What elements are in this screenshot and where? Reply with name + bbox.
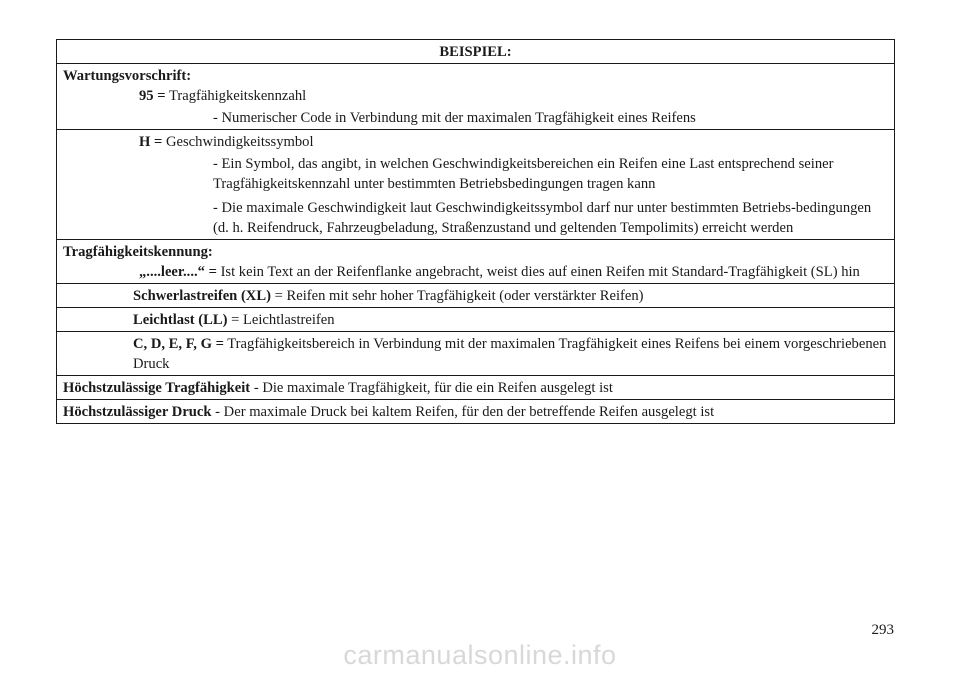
leer-line — [63, 262, 888, 282]
xl-key: Schwerlastreifen (XL) — [133, 288, 271, 304]
page-number: 293 — [871, 622, 894, 638]
load-index-key: 95 = — [139, 88, 166, 104]
cdefg-key: C, D, E, F, G = — [133, 336, 224, 352]
speed-symbol-line — [63, 132, 888, 152]
ll-row — [57, 307, 894, 331]
ll-key: Leichtlast (LL) — [133, 312, 228, 328]
table-header — [57, 40, 894, 63]
ll-value: = Leichtlastreifen — [231, 312, 335, 328]
speed-symbol-value: Geschwindigkeitssymbol — [165, 134, 314, 150]
xl-eq: = — [274, 288, 283, 304]
tire-info-table — [56, 39, 895, 424]
wartung-heading: Wartungsvorschrift: — [63, 68, 192, 84]
max-load-key: Höchstzulässige Tragfähigkeit — [63, 380, 251, 396]
kennung-heading: Tragfähigkeitskennung: — [63, 244, 213, 260]
speed-symbol-section — [57, 129, 894, 239]
speed-symbol-key: H = — [139, 134, 163, 150]
speed-symbol-desc-2: - Die maximale Geschwindigkeit laut Geschwindigkeitssymbol darf nur unter bestimmten Betriebs-bedingungen (d. h. Reifendruck, Fahrzeugbeladung, Straßenzustand und geltenden Tempolimits) erreicht werden — [213, 200, 872, 236]
watermark: carmanualsonline.info — [343, 640, 617, 670]
max-pressure-value: - Der maximale Druck bei kaltem Reifen, für den der betreffende Reifen ausgelegt ist — [215, 404, 715, 420]
max-pressure-key: Höchstzulässiger Druck — [63, 404, 212, 420]
max-load-row — [57, 375, 894, 399]
table-header-text: BEISPIEL: — [439, 44, 512, 60]
max-load-value: - Die maximale Tragfähigkeit, für die ein Reifen ausgelegt ist — [253, 380, 613, 396]
xl-row — [57, 283, 894, 307]
kennung-section — [57, 239, 894, 283]
speed-symbol-desc-1: - Ein Symbol, das angibt, in welchen Geschwindigkeitsbereichen ein Reifen eine Last entsprechend seiner Tragfähigkeitskennzahl unter bestimmten Betriebsbedingungen tragen kann — [213, 156, 834, 192]
load-index-desc: - Numerischer Code in Verbindung mit der maximalen Tragfähigkeit eines Reifens — [213, 110, 696, 126]
load-index-line — [63, 86, 888, 106]
cdefg-value: Tragfähigkeitsbereich in Verbindung mit der maximalen Tragfähigkeit eines Reifens bei einem vorgeschriebenen Druck — [133, 336, 887, 372]
leer-value: Ist kein Text an der Reifenflanke angebracht, weist dies auf einen Reifen mit Standard-Tragfähigkeit (SL) hin — [220, 264, 860, 280]
cdefg-row — [57, 331, 894, 375]
xl-value: Reifen mit sehr hoher Tragfähigkeit (oder verstärkter Reifen) — [286, 288, 644, 304]
max-pressure-row — [57, 399, 894, 423]
wartung-section — [57, 63, 894, 129]
leer-key: „....leer....“ = — [139, 264, 217, 280]
load-index-value: Tragfähigkeitskennzahl — [168, 88, 307, 104]
